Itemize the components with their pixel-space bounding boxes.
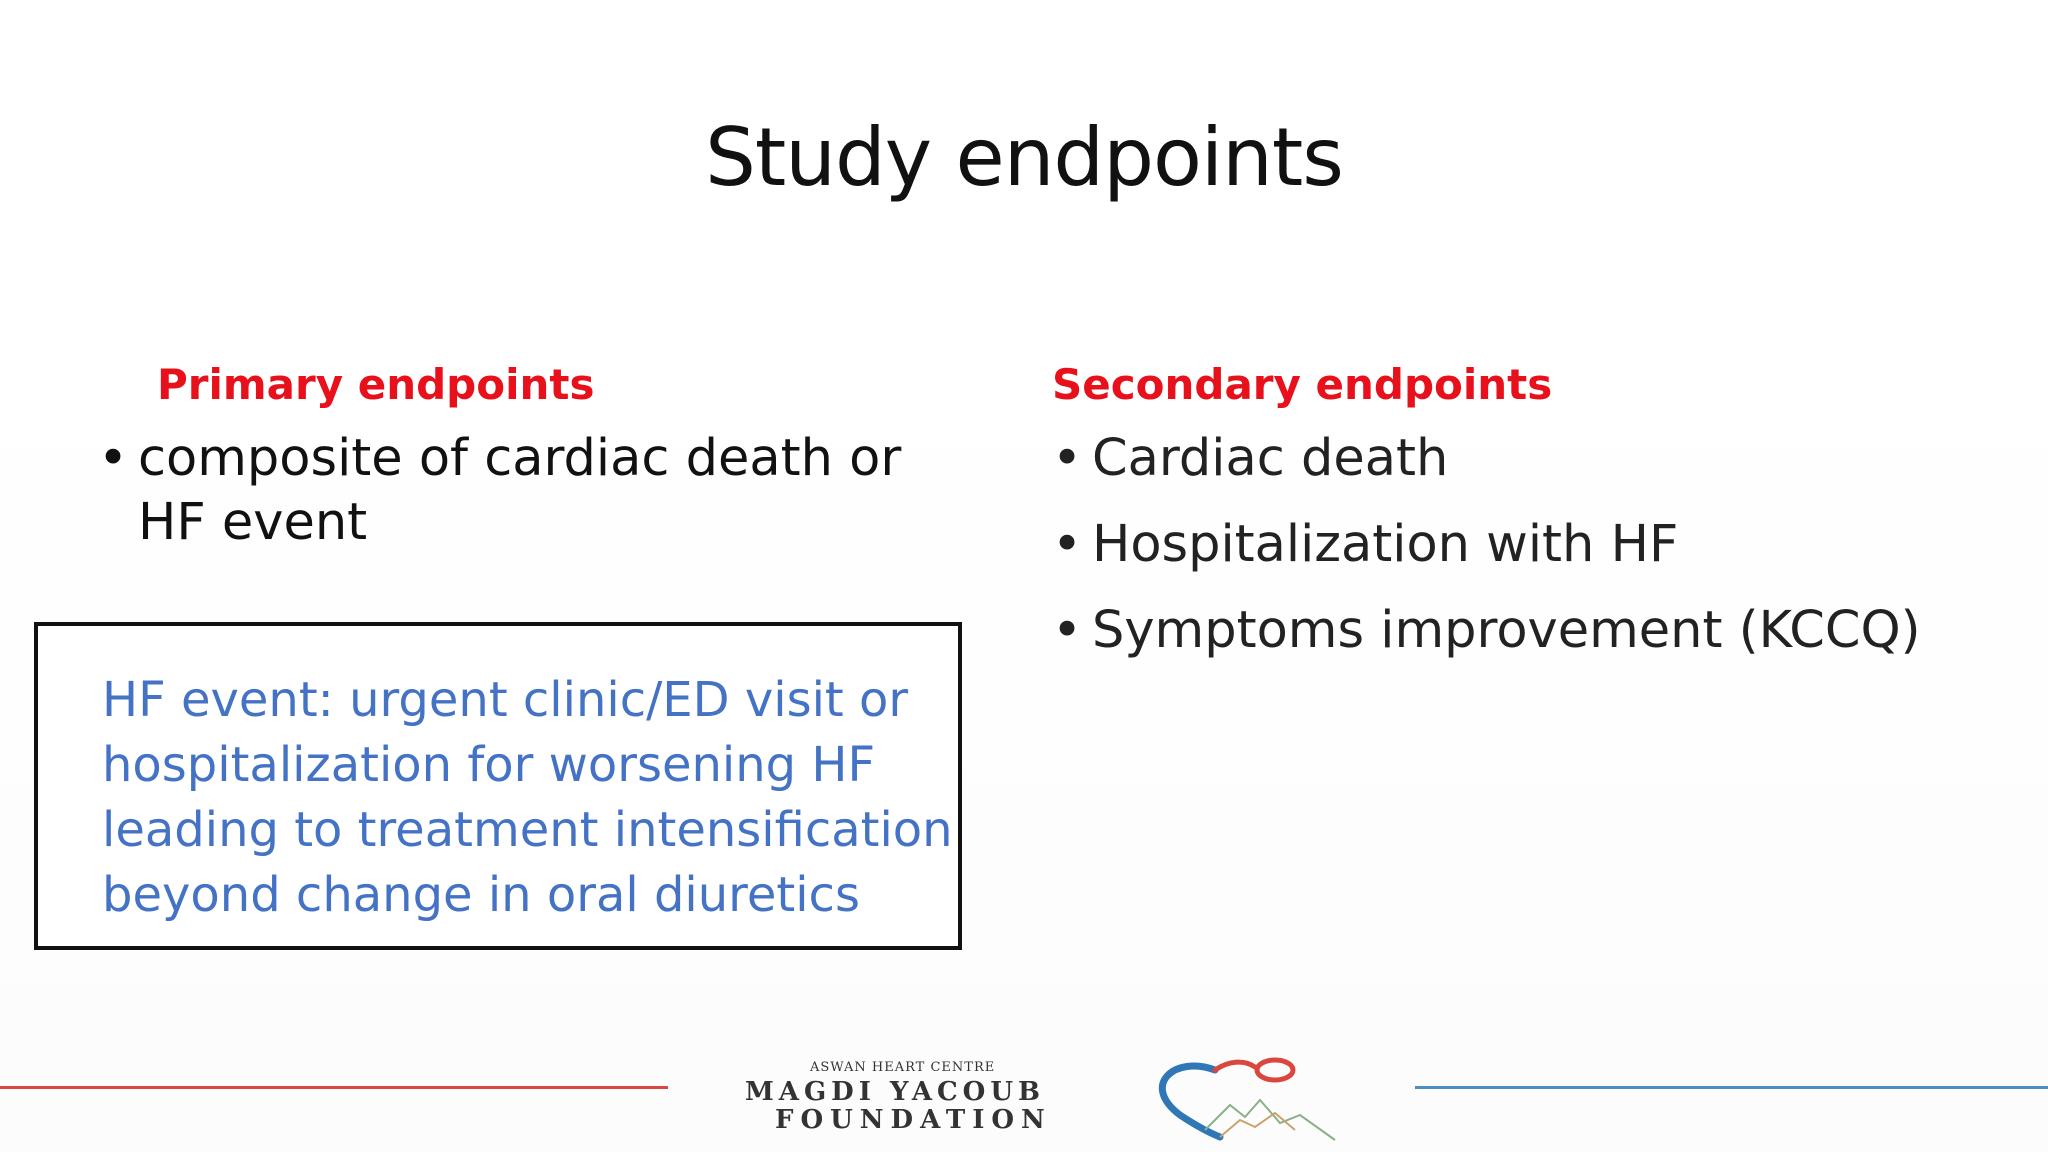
bullet-text: Symptoms improvement (KCCQ): [1092, 601, 1921, 660]
logo-small-text: ASWAN HEART CENTRE: [810, 1060, 996, 1075]
list-item: [1052, 599, 2002, 663]
heart-mountain-logo-icon: [1135, 1045, 1360, 1145]
secondary-endpoints-heading: Secondary endpoints: [1052, 360, 1553, 409]
secondary-endpoints-list: [1052, 427, 2002, 685]
hf-event-definition-box: [34, 622, 962, 950]
bullet-text: Cardiac death: [1092, 429, 1449, 488]
hf-event-definition-text: [102, 668, 962, 928]
definition-line: HF event: urgent clinic/ED visit or: [102, 672, 909, 728]
bullet-dot-icon: •: [1052, 601, 1083, 660]
definition-line: hospitalization for worsening HF: [102, 737, 876, 793]
definition-line: beyond change in oral diuretics: [102, 867, 860, 923]
primary-endpoints-heading: Primary endpoints: [157, 360, 595, 409]
footer-divider-right: [1415, 1086, 2048, 1089]
primary-endpoints-list: [98, 427, 978, 555]
definition-line: leading to treatment intensification: [102, 802, 953, 858]
bullet-dot-icon: •: [98, 429, 129, 488]
bullet-dot-icon: •: [1052, 515, 1083, 574]
bullet-text: Hospitalization with HF: [1092, 515, 1679, 574]
list-item: [98, 427, 978, 555]
foundation-logo: [700, 1045, 1360, 1145]
footer-divider-left: [0, 1086, 668, 1089]
logo-sub-text: FOUNDATION: [775, 1105, 1052, 1135]
logo-main-text: MAGDI YACOUB: [745, 1077, 1045, 1107]
list-item: [1052, 427, 2002, 491]
slide-title: Study endpoints: [705, 111, 1343, 204]
bullet-text: composite of cardiac death or HF event: [138, 429, 902, 552]
list-item: [1052, 513, 2002, 577]
bullet-dot-icon: •: [1052, 429, 1083, 488]
